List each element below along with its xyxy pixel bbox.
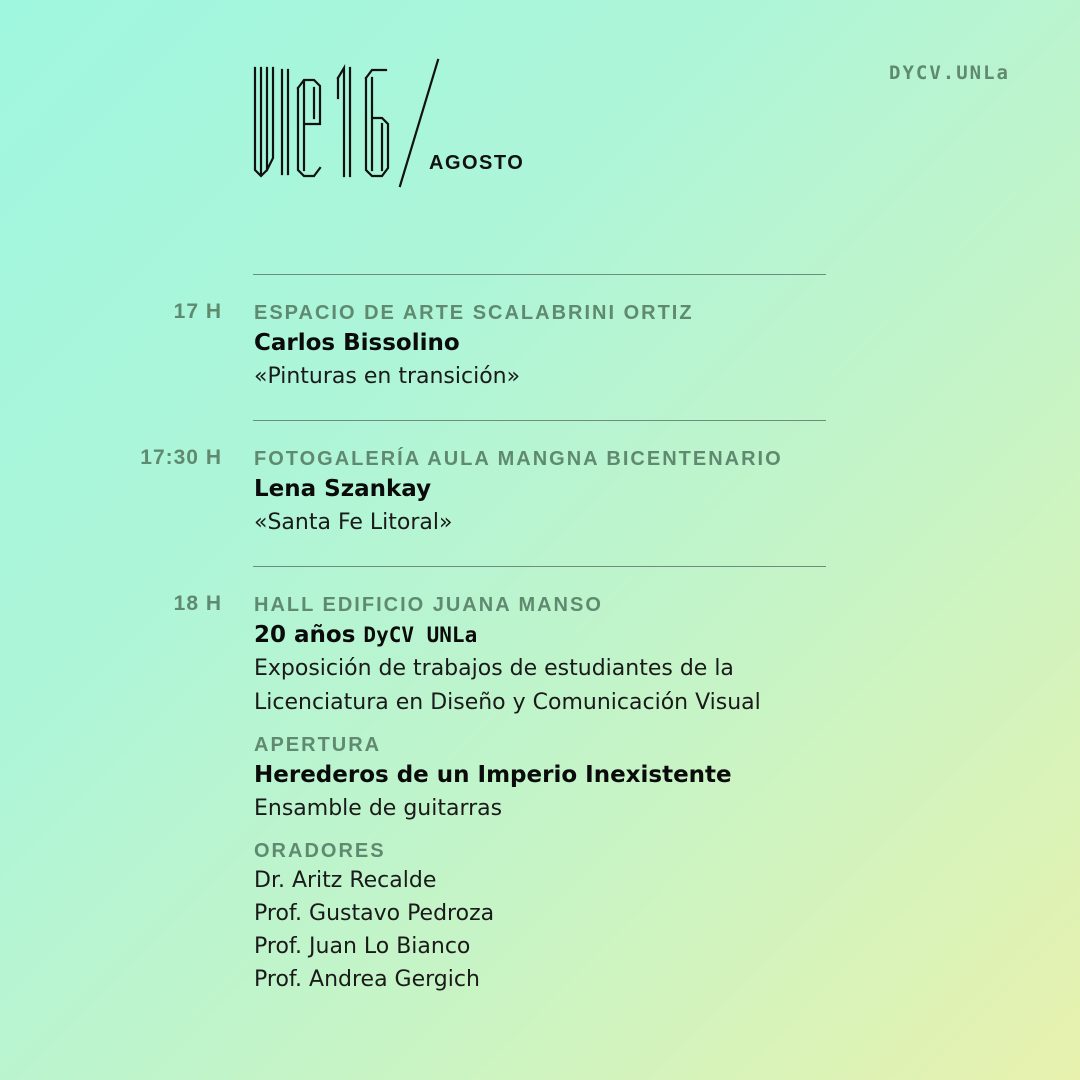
brand-logo-text: DYCV.UNLa — [889, 62, 1010, 84]
event-description-line: Exposición de trabajos de estudiantes de la — [254, 656, 734, 681]
event-title: «Santa Fe Litoral» — [254, 510, 453, 535]
event-description-line: Licenciatura en Diseño y Comunicación Visual — [254, 690, 761, 715]
event-time: 17:30 H — [140, 446, 222, 469]
event-title: «Pinturas en transición» — [254, 364, 521, 389]
divider — [253, 420, 826, 421]
opening-act: Herederos de un Imperio Inexistente — [254, 762, 732, 788]
event-time: 18 H — [173, 592, 222, 615]
speaker-item: Dr. Aritz Recalde — [254, 868, 437, 893]
opening-description: Ensamble de guitarras — [254, 796, 503, 821]
event-artist: Carlos Bissolino — [254, 330, 460, 356]
speakers-label: ORADORES — [254, 840, 386, 862]
event-time: 17 H — [173, 300, 222, 323]
event-1 — [254, 300, 874, 394]
event-3 — [254, 592, 874, 996]
divider — [253, 566, 826, 567]
event-title-prefix: 20 años — [254, 622, 356, 648]
event-title-line — [254, 618, 874, 652]
speaker-item: Prof. Gustavo Pedroza — [254, 901, 495, 926]
date-header — [252, 58, 552, 188]
opening-label: APERTURA — [254, 734, 382, 756]
date-lettering — [252, 58, 452, 188]
month-label: AGOSTO — [429, 152, 525, 174]
speaker-item: Prof. Andrea Gergich — [254, 967, 480, 992]
event-title-brand: DyCV UNLa — [363, 623, 478, 647]
event-venue: ESPACIO DE ARTE SCALABRINI ORTIZ — [254, 302, 694, 324]
speaker-item: Prof. Juan Lo Bianco — [254, 934, 471, 959]
event-artist: Lena Szankay — [254, 476, 432, 502]
divider — [253, 274, 826, 275]
event-2 — [254, 446, 874, 540]
event-venue: HALL EDIFICIO JUANA MANSO — [254, 594, 603, 616]
event-venue: FOTOGALERÍA AULA MANGNA BICENTENARIO — [254, 448, 783, 470]
